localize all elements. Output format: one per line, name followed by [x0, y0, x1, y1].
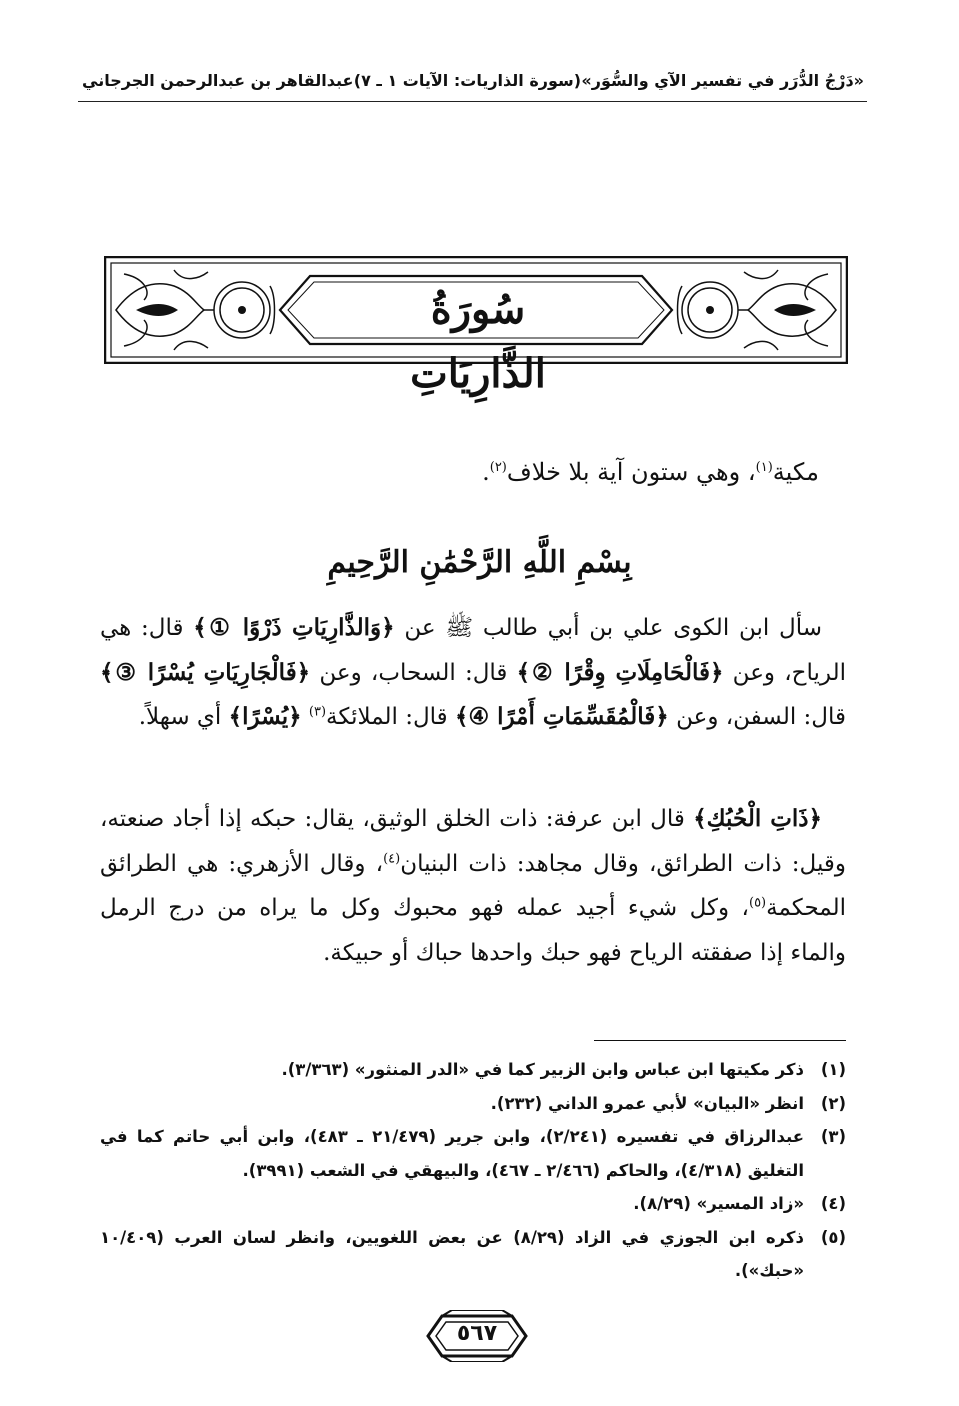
- para1-text: قال: الملائكة: [326, 704, 455, 730]
- footnote-number: (٤): [820, 1194, 846, 1213]
- page-number-badge: [426, 1310, 528, 1362]
- intro-text-1: مكية: [772, 458, 819, 486]
- quran-verse-7: ﴿ذَاتِ الْحُبُكِ﴾: [693, 805, 822, 832]
- para1-text: قال: السحاب، وعن: [310, 659, 517, 686]
- page-number: ٥٦٧: [456, 1321, 498, 1346]
- para1-text: قال: السفن، وعن: [668, 704, 846, 730]
- footnote-text: ذكره ابن الجوزي في الزاد (٨/٢٩) عن بعض اللغويين، وانظر لسان العرب (١٠/٤٠٩ «حبك»).: [100, 1227, 804, 1280]
- para1-text: سأل ابن الكوى علي بن أبي طالب ﷺ عن: [394, 615, 823, 641]
- footnote-item: [100, 1187, 846, 1221]
- footnote-text: ذكر مكيتها ابن عباس وابن الزبير كما في «الدر المنثور» (٣/٣٦٣).: [281, 1060, 804, 1079]
- footnote-item: [100, 1087, 846, 1121]
- footnote-item: [100, 1221, 846, 1288]
- footnote-item: [100, 1053, 846, 1087]
- para1-text: [302, 704, 309, 730]
- surah-intro: [482, 452, 819, 492]
- footnote-number: (٢): [820, 1093, 846, 1113]
- footnote-separator: [594, 1040, 846, 1041]
- footnote-number: (٥): [820, 1227, 846, 1247]
- surah-title: سُورَةُ الذَّارِيَاتِ: [410, 286, 546, 397]
- intro-text-2: ، وهي ستون آية بلا خلاف: [506, 458, 756, 486]
- footnotes-list: [100, 1053, 846, 1288]
- footnote-text: عبدالرزاق في تفسيره (٢/٢٤١)، وابن جرير (٢١/٤٧٩ ـ ٤٨٣)، وابن أبي حاتم كما في التغليق (٤/٣١٨)، والحاكم (٢/٤٦٦ ـ ٤٦٧)، والبيهقي في الشعب (٣٩٩١).: [100, 1127, 804, 1180]
- footnote-ref-4[interactable]: (٤): [383, 850, 401, 866]
- footnote-text: «زاد المسير» (٨/٢٩).: [633, 1194, 804, 1213]
- commentary-paragraph-1: [100, 606, 846, 740]
- footnote-ref-1[interactable]: (١): [755, 460, 773, 475]
- commentary-paragraph-2: [100, 797, 846, 975]
- para1-text: قال: هي الرياح، وعن: [100, 615, 846, 686]
- para2-text: ، وكل شيء أجيد عمله فهو محبوك وكل ما يراه من درج الرمل والماء إذا صفقته الرياح فهو حبك واحدها حباك أو حبيكة.: [100, 895, 846, 966]
- para2-text: قال ابن عرفة: ذات الخلق الوثيق، يقال: حبكه إذا أجاد صنعته، وقيل: ذات الطرائق، وقال مجاهد: ذات البنيان: [100, 806, 846, 877]
- quran-verse-4: ﴿فَالْمُقَسِّمَاتِ أَمْرًا ④﴾: [454, 703, 669, 730]
- quran-verse-1: ﴿وَالذَّارِيَاتِ ذَرْوًا ①﴾: [193, 614, 395, 641]
- header-book-title: «دَرْجُ الدُّرَر في تفسير الآي والسُّوَر»: [581, 70, 864, 90]
- footnote-ref-2[interactable]: (٢): [489, 460, 507, 475]
- intro-text-3: .: [482, 458, 490, 486]
- footnote-text: انظر «البيان» لأبي عمرو الداني (٢٣٢).: [490, 1093, 804, 1113]
- footnote-item: [100, 1120, 846, 1187]
- running-header: [82, 62, 864, 98]
- footnote-number: (١): [820, 1060, 846, 1079]
- para1-text: أي سهلاً.: [138, 704, 229, 730]
- surah-banner: [104, 256, 848, 397]
- quran-word: ﴿يُسْرًا﴾: [228, 703, 302, 730]
- footnote-ref-3[interactable]: (٣): [308, 704, 327, 720]
- quran-verse-2: ﴿فَالْحَامِلَاتِ وِقْرًا ②﴾: [516, 658, 724, 686]
- quran-verse-3: ﴿فَالْجَارِيَاتِ يُسْرًا ③﴾: [100, 658, 311, 686]
- header-rule: [78, 101, 867, 102]
- header-author: عبدالقاهر بن عبدالرحمن الجرجاني: [82, 70, 354, 90]
- header-surah-ref: (سورة الذاريات: الآيات ١ ـ ٧): [353, 70, 582, 90]
- footnote-number: (٣): [820, 1127, 846, 1146]
- basmala: بِسْمِ اللَّهِ الرَّحْمَٰنِ الرَّحِيمِ: [327, 545, 632, 580]
- para2-text: ، وقال الأزهري: هي الطرائق المحكمة: [100, 850, 846, 921]
- footnote-ref-5[interactable]: (٥): [748, 895, 767, 911]
